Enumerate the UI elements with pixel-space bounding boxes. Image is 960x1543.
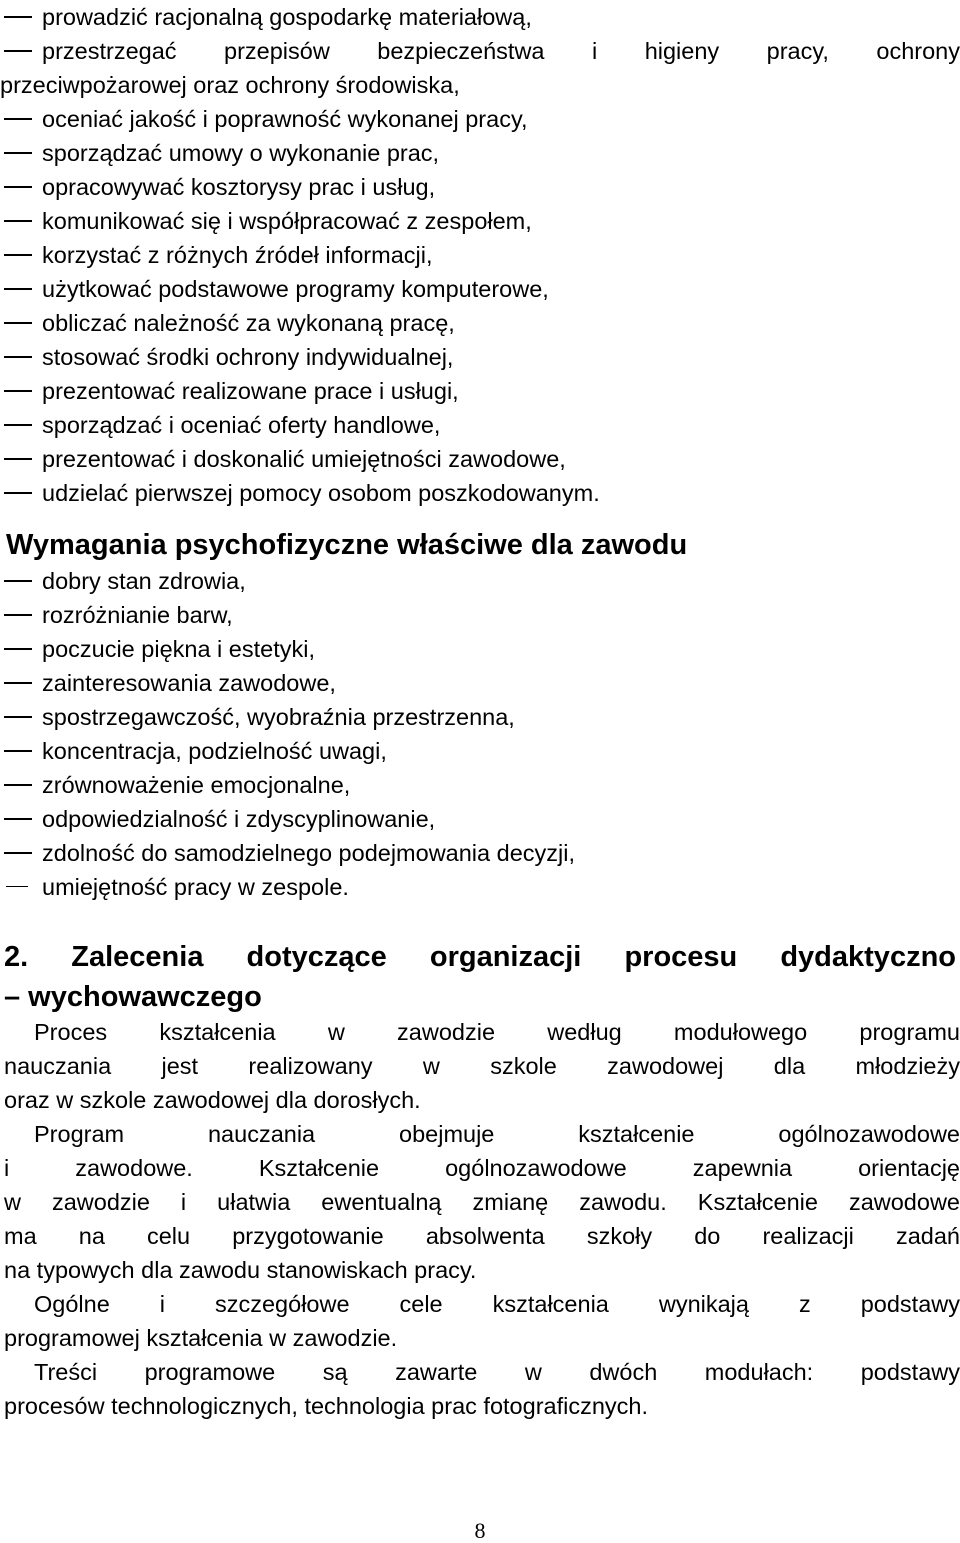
dash-bullet-icon xyxy=(4,632,34,666)
list-item xyxy=(0,666,960,700)
list-item xyxy=(0,598,960,632)
list-item xyxy=(0,442,960,476)
paragraph-line: oraz w szkole zawodowej dla dorosłych. xyxy=(4,1087,421,1113)
list-item xyxy=(0,632,960,666)
list-item xyxy=(0,768,960,802)
body-paragraph xyxy=(4,1015,960,1117)
list-item-text: odpowiedzialność i zdyscyplinowanie, xyxy=(42,806,436,832)
list-item-text: dobry stan zdrowia, xyxy=(42,568,246,594)
dash-bullet-icon xyxy=(4,340,34,374)
dash-bullet-icon xyxy=(4,734,34,768)
dash-bullet-icon xyxy=(4,598,34,632)
dash-bullet-icon xyxy=(4,272,34,306)
list-item-text: zrównoważenie emocjonalne, xyxy=(42,772,351,798)
dash-bullet-icon xyxy=(4,666,34,700)
list-item xyxy=(0,870,960,904)
list-item xyxy=(0,564,960,598)
list-item-text: stosować środki ochrony indywidualnej, xyxy=(42,344,454,370)
list-item-text: koncentracja, podzielność uwagi, xyxy=(42,738,387,764)
list-item xyxy=(0,136,960,170)
dash-bullet-icon xyxy=(4,836,34,870)
dash-bullet-icon xyxy=(4,802,34,836)
list-item-text: zdolność do samodzielnego podejmowania decyzji, xyxy=(42,840,575,866)
dash-bullet-icon xyxy=(4,700,34,734)
list-item-line: przeciwpożarowej oraz ochrony środowiska, xyxy=(0,72,460,98)
chapter-heading-line: 2. Zalecenia dotyczące organizacji procesu dydaktyczno xyxy=(4,941,956,973)
section-heading: Wymagania psychofizyczne właściwe dla zawodu xyxy=(6,529,688,561)
list-item xyxy=(0,802,960,836)
dash-bullet-icon xyxy=(4,170,34,204)
list-item xyxy=(0,734,960,768)
list-item-text: korzystać z różnych źródeł informacji, xyxy=(42,242,433,268)
list-item-text: obliczać należność za wykonaną pracę, xyxy=(42,310,455,336)
paragraph-line: programowej kształcenia w zawodzie. xyxy=(4,1325,398,1351)
list-item xyxy=(0,340,960,374)
dash-bullet-icon xyxy=(4,768,34,802)
list-item-text: umiejętność pracy w zespole. xyxy=(42,874,349,900)
list-item-text: opracowywać kosztorysy prac i usług, xyxy=(42,174,436,200)
dash-bullet-icon xyxy=(4,136,34,170)
body-paragraph xyxy=(4,1287,960,1355)
list-item-text: komunikować się i współpracować z zespołem, xyxy=(42,208,532,234)
requirements-list xyxy=(0,564,960,904)
paragraph-line: i zawodowe. Kształcenie ogólnozawodowe zapewnia orientację xyxy=(4,1155,960,1181)
list-item xyxy=(0,272,960,306)
dash-bullet-icon xyxy=(4,306,34,340)
list-item-text: sporządzać umowy o wykonanie prac, xyxy=(42,140,440,166)
list-item-line: przestrzegać przepisów bezpieczeństwa i higieny pracy, ochrony xyxy=(42,38,960,64)
list-item-text: prezentować realizowane prace i usługi, xyxy=(42,378,459,404)
body-paragraph xyxy=(4,1355,960,1423)
paragraph-line: Proces kształcenia w zawodzie według modułowego programu xyxy=(34,1019,960,1045)
paragraph-line: ma na celu przygotowanie absolwenta szkoły do realizacji zadań xyxy=(4,1223,960,1249)
list-item-text: prezentować i doskonalić umiejętności zawodowe, xyxy=(42,446,566,472)
list-item xyxy=(0,204,960,238)
paragraph-line: Treści programowe są zawarte w dwóch modułach: podstawy xyxy=(34,1359,960,1385)
list-item-text: rozróżnianie barw, xyxy=(42,602,233,628)
dash-bullet-icon xyxy=(4,476,34,510)
list-item-text xyxy=(0,34,960,102)
list-item xyxy=(0,306,960,340)
dash-bullet-icon xyxy=(4,564,34,598)
paragraph-line: na typowych dla zawodu stanowiskach pracy. xyxy=(4,1257,477,1283)
list-item xyxy=(0,102,960,136)
paragraph-line: nauczania jest realizowany w szkole zawodowej dla młodzieży xyxy=(4,1053,960,1079)
list-item-text: spostrzegawczość, wyobraźnia przestrzenna, xyxy=(42,704,515,730)
body-paragraph xyxy=(4,1117,960,1287)
list-item xyxy=(0,170,960,204)
list-item xyxy=(0,34,960,102)
list-item-text: prowadzić racjonalną gospodarkę materiałową, xyxy=(42,4,532,30)
dash-bullet-icon xyxy=(4,442,34,476)
dash-bullet-icon xyxy=(4,34,34,68)
list-item xyxy=(0,238,960,272)
list-item-text: udzielać pierwszej pomocy osobom poszkodowanym. xyxy=(42,480,600,506)
list-item xyxy=(0,700,960,734)
dash-bullet-icon xyxy=(4,870,34,904)
list-item-text: sporządzać i oceniać oferty handlowe, xyxy=(42,412,441,438)
dash-bullet-icon xyxy=(4,238,34,272)
list-item-text: poczucie piękna i estetyki, xyxy=(42,636,316,662)
dash-bullet-icon xyxy=(4,102,34,136)
paragraph-line: Ogólne i szczegółowe cele kształcenia wynikają z podstawy xyxy=(34,1291,960,1317)
page-number: 8 xyxy=(474,1518,486,1543)
chapter-heading-line: – wychowawczego xyxy=(4,981,262,1013)
list-item xyxy=(0,836,960,870)
paragraph-line: procesów technologicznych, technologia prac fotograficznych. xyxy=(4,1393,649,1419)
dash-bullet-icon xyxy=(4,374,34,408)
paragraph-line: Program nauczania obejmuje kształcenie ogólnozawodowe xyxy=(34,1121,960,1147)
list-item xyxy=(0,408,960,442)
list-item-text: użytkować podstawowe programy komputerowe, xyxy=(42,276,549,302)
dash-bullet-icon xyxy=(4,408,34,442)
dash-bullet-icon xyxy=(4,0,34,34)
list-item-text: oceniać jakość i poprawność wykonanej pracy, xyxy=(42,106,528,132)
list-item xyxy=(0,374,960,408)
paragraph-line: w zawodzie i ułatwia ewentualną zmianę zawodu. Kształcenie zawodowe xyxy=(4,1189,960,1215)
list-item xyxy=(0,476,960,510)
skills-list xyxy=(0,0,960,510)
list-item-text: zainteresowania zawodowe, xyxy=(42,670,336,696)
chapter-heading xyxy=(4,937,956,1017)
list-item xyxy=(0,0,960,34)
dash-bullet-icon xyxy=(4,204,34,238)
